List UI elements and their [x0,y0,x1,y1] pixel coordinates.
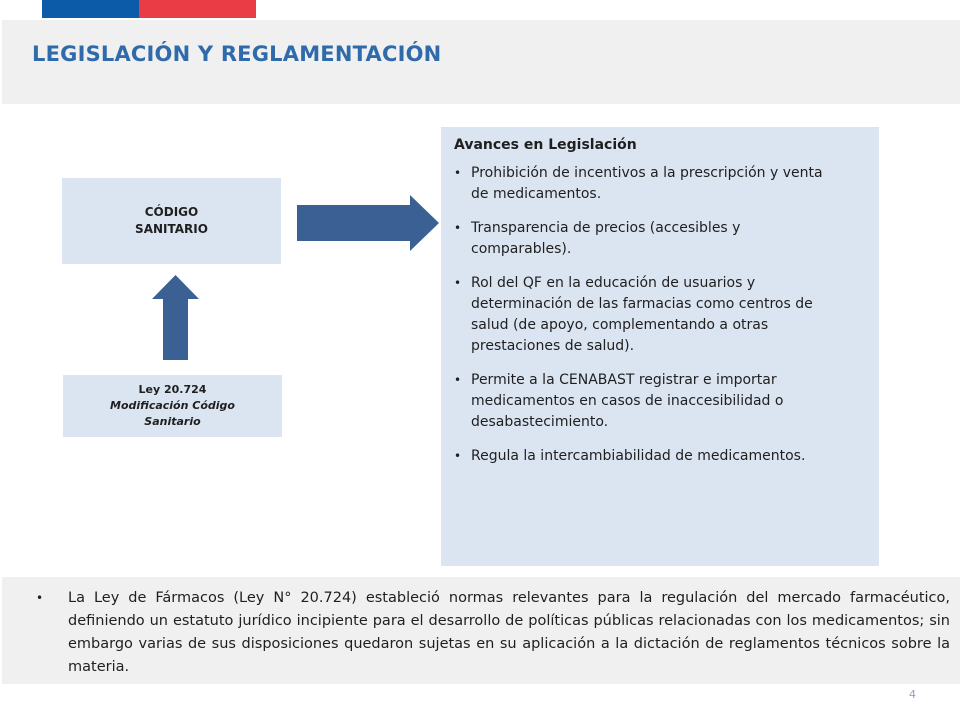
list-item [454,370,867,433]
arrow-up-icon [152,275,199,360]
avances-list [454,163,867,467]
arrow-right-icon [297,195,439,251]
codigo-box-line2: SANITARIO [135,222,208,236]
flag-red-stripe [139,0,256,18]
list-item [454,218,867,260]
flag-blue-stripe [42,0,139,18]
ley-20724-box [63,375,282,437]
list-item [454,273,867,357]
list-item-text: Transparencia de precios (accesibles y comparables). [471,220,741,257]
list-item [454,446,867,467]
list-item [454,163,867,205]
list-item-text: Prohibición de incentivos a la prescripción y venta de medicamentos. [471,165,823,202]
page-number: 4 [909,688,916,701]
bullet-icon: • [454,221,462,235]
list-item-text: Permite a la CENABAST registrar e importar medicamentos en casos de inaccesibilidad o desabastecimiento. [471,372,784,430]
bottom-paragraph: La Ley de Fármacos (Ley N° 20.724) estableció normas relevantes para la regulación del mercado farmacéutico, definiendo un estatuto jurídico incipiente para el desarrollo de políticas públicas relacionadas con los medicamentos; sin embargo varias de sus disposiciones quedaron sujetas en su aplicación a la dictación de reglamentos técnicos sobre la materia. [68,590,950,675]
page-title: LEGISLACIÓN Y REGLAMENTACIÓN [32,42,442,66]
ley-box-line3: Sanitario [144,415,201,428]
bullet-icon: • [454,166,462,180]
bullet-icon: • [454,373,462,387]
list-item-text: Rol del QF en la educación de usuarios y determinación de las farmacias como centros de salud (de apoyo, complementando a otras prestaciones de salud). [471,275,813,354]
avances-panel [441,127,879,566]
bullet-icon: • [36,591,44,605]
list-item-text: Regula la intercambiabilidad de medicamentos. [471,448,806,464]
panel-title: Avances en Legislación [454,137,637,153]
codigo-sanitario-box [62,178,281,264]
bullet-icon: • [454,276,462,290]
bullet-icon: • [454,449,462,463]
codigo-box-line1: CÓDIGO [144,205,199,219]
ley-box-line1: Ley 20.724 [138,383,207,396]
ley-box-line2: Modificación Código [110,399,235,412]
